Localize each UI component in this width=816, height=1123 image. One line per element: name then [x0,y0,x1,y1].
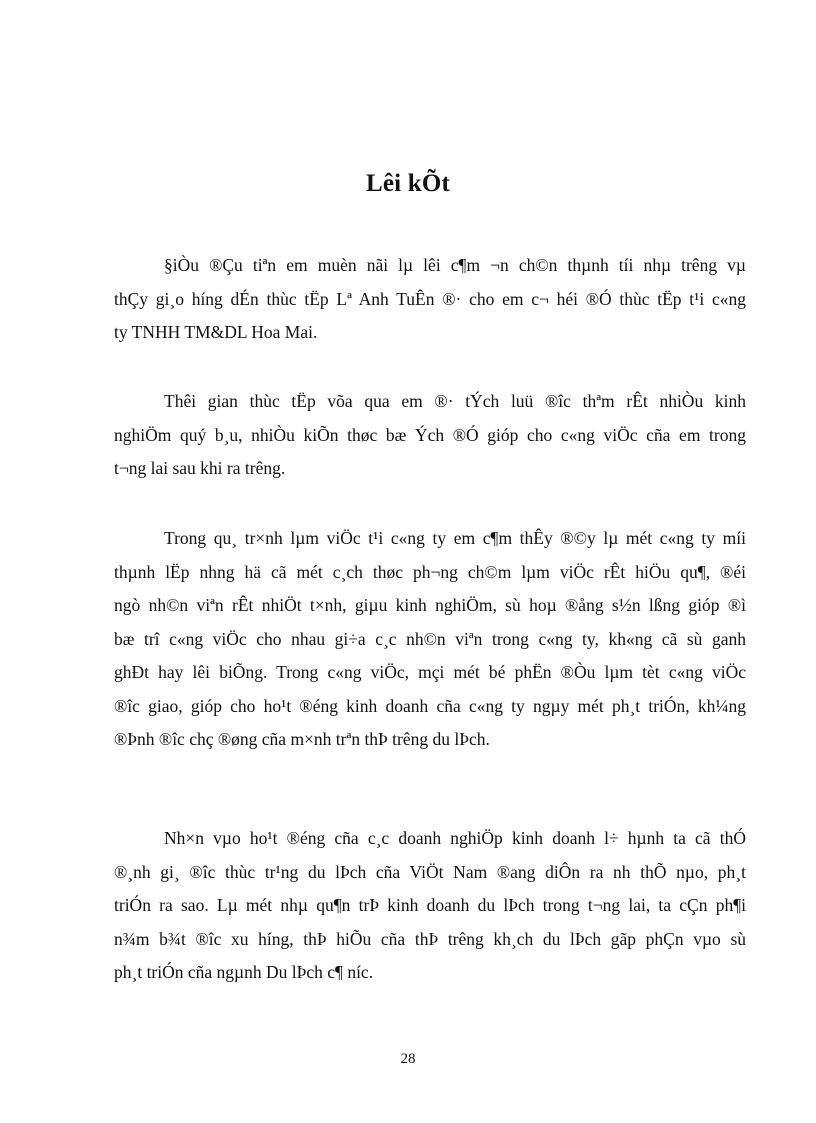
paragraph-line: triÓn ra sao. Lµ mét nhµ qu¶n trÞ kinh doanh du lÞch trong t¬ng lai, ta cÇn ph¶i [114,895,746,915]
paragraph-line: ®îc giao, gióp cho ho¹t ®éng kinh doanh cña c«ng ty ngµy mét ph¸t triÓn, kh¼ng [114,695,746,716]
paragraph-4 [114,822,746,990]
paragraph-line: Nh×n vµo ho¹t ®éng cña c¸c doanh nghiÖp kinh doanh l÷ hµnh ta cã thÓ [164,828,746,848]
paragraph-line: n¾m b¾t ®îc xu híng, thÞ hiÕu cña thÞ trêng kh¸ch du lÞch gãp phÇn vµo sù [114,928,746,949]
paragraph-line: Trong qu¸ tr×nh lµm viÖc t¹i c«ng ty em c¶m thÊy ®©y lµ mét c«ng ty míi [164,528,746,548]
paragraph-line: ghÐt hay lêi biÕng. Trong c«ng viÖc, mçi mét bé phËn ®Òu lµm tèt c«ng viÖc [114,662,746,682]
paragraph-line: ®Þnh ®îc chç ®øng cña m×nh trªn thÞ trêng du lÞch. [114,729,490,749]
paragraph-line: ®¸nh gi¸ ®îc thùc tr¹ng du lÞch cña ViÖt Nam ®ang diÔn ra nh thÕ nµo, ph¸t [114,861,746,882]
paragraph-line: Thêi gian thùc tËp võa qua em ®· tÝch luü ®îc thªm rÊt nhiÒu kinh [164,391,746,411]
page-number: 28 [400,1051,416,1067]
paragraph-line: t¬ng lai sau khi ra trêng. [114,458,286,478]
paragraph-2 [114,385,746,486]
paragraph-line: bæ trî c«ng viÖc cho nhau gi÷a c¸c nh©n viªn trong c«ng ty, kh«ng cã sù ganh [114,628,746,649]
page-title: Lêi kÕt [365,170,451,197]
paragraph-line: ph¸t triÓn cña ngµnh Du lÞch c¶ níc. [114,962,374,982]
paragraph-line: ty TNHH TM&DL Hoa Mai. [114,322,318,342]
paragraph-line: ngò nh©n viªn rÊt nhiÖt t×nh, giµu kinh nghiÖm, sù hoµ ®ång s½n lßng gióp ®ì [114,595,746,615]
paragraph-line: §iÒu ®Çu tiªn em muèn nãi lµ lêi c¶m ¬n ch©n thµnh tíi nhµ trêng vµ [164,255,746,275]
paragraph-line: thµnh lËp nhng hä cã mét c¸ch thøc ph¬ng ch©m lµm viÖc rÊt hiÖu qu¶, ®éi [114,561,746,582]
paragraph-line: nghiÖm quý b¸u, nhiÒu kiÕn thøc bæ Ých ®Ó gióp cho c«ng viÖc cña em trong [114,424,746,445]
paragraph-line: thÇy gi¸o híng dÉn thùc tËp Lª Anh TuÊn ®· cho em c¬ héi ®Ó thùc tËp t¹i c«ng [114,288,746,309]
paragraph-1 [114,249,746,350]
paragraph-3 [114,522,746,757]
